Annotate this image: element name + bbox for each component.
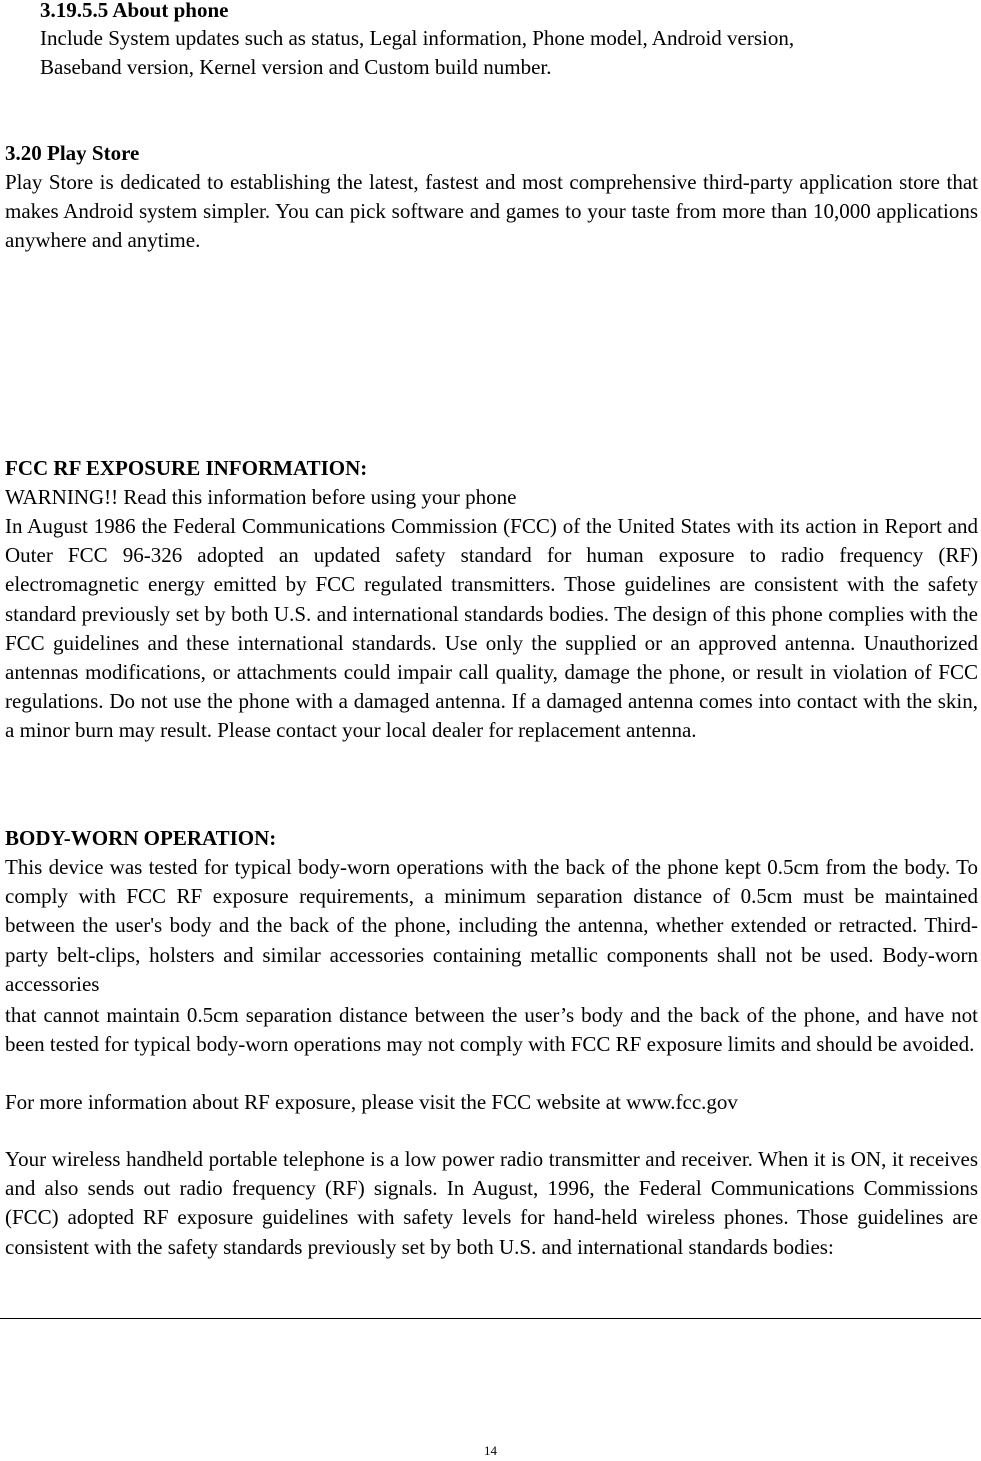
about-phone-line-2: Baseband version, Kernel version and Custom build number. [40,55,552,79]
about-phone-line-1: Include System updates such as status, Legal information, Phone model, Android version, [40,26,795,50]
fcc-rf-body: In August 1986 the Federal Communications Commission (FCC) of the United States with its action in Report and Outer FCC 96-326 adopted an updated safety standard for human exposure to radio frequency (RF) electromagnetic energy emitted by FCC regulated transmitters. Those guidelines are consistent with the safety standard previously set by both U.S. and international standards bodies. The design of this phone complies with the FCC guidelines and these international standards. Use only the supplied or an approved antenna. Unauthorized antennas modifications, or attachments could impair call quality, damage the phone, or result in violation of FCC regulations. Do not use the phone with a damaged antenna. If a damaged antenna comes into contact with the skin, a minor burn may result. Please contact your local dealer for replacement antenna. [5,514,978,743]
body-worn-more-info: For more information about RF exposure, please visit the FCC website at www.fcc.gov [5,1090,738,1114]
play-store-body: Play Store is dedicated to establishing the latest, fastest and most comprehensive third-party application store that makes Android system simpler. You can pick software and games to your taste from more than 10,000 applications anywhere and anytime. [5,170,978,253]
play-store-heading: 3.20 Play Store [5,141,140,165]
fcc-rf-heading: FCC RF EXPOSURE INFORMATION: [5,456,368,480]
body-worn-para-1: This device was tested for typical body-worn operations with the back of the phone kept 0.5cm from the body. To comply with FCC RF exposure requirements, a minimum separation distance of 0.5cm must be maintained between the user's body and the back of the phone, including the antenna, whether extended or retracted. Third-party belt-clips, holsters and similar accessories containing metallic components shall not be used. Body-worn accessories [5,855,978,996]
wireless-body: Your wireless handheld portable telephone is a low power radio transmitter and receiver. When it is ON, it receives and also sends out radio frequency (RF) signals. In August, 1996, the Federal Communications Commissions (FCC) adopted RF exposure guidelines with safety levels for hand-held wireless phones. Those guidelines are consistent with the safety standards previously set by both U.S. and international standards bodies: [5,1147,978,1259]
about-phone-heading: 3.19.5.5 About phone [40,0,229,22]
fcc-rf-warning: WARNING!! Read this information before using your phone [5,485,517,509]
body-worn-heading: BODY-WORN OPERATION: [5,826,277,850]
body-worn-para-2: that cannot maintain 0.5cm separation distance between the user’s body and the back of the phone, and have not been tested for typical body-worn operations may not comply with FCC RF exposure limits and should be avoided. [5,1003,978,1057]
footer-divider [0,1318,981,1319]
page-number: 14 [484,1443,497,1458]
